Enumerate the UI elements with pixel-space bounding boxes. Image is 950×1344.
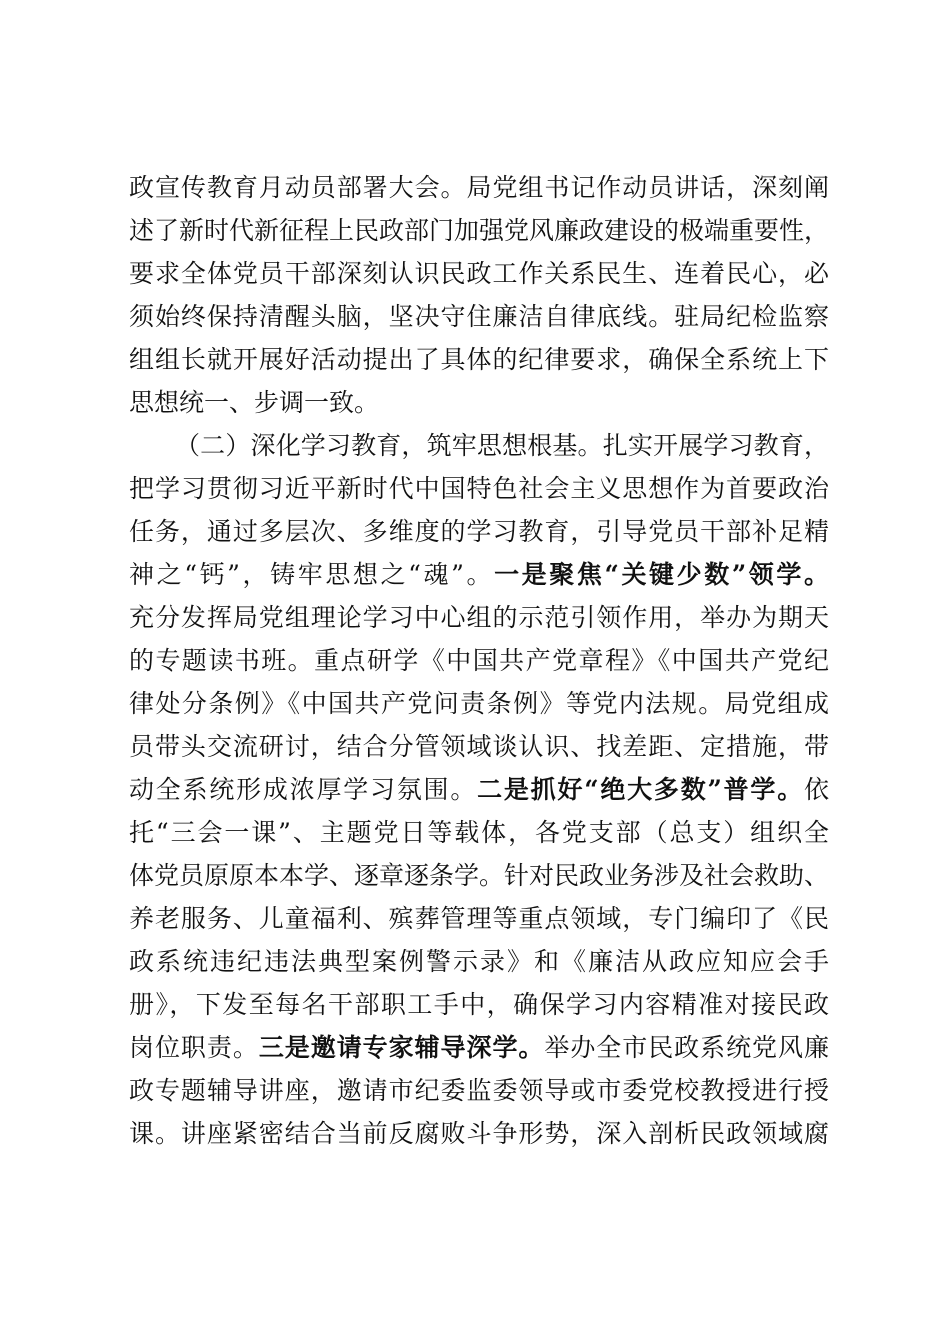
- text-line: 任务，通过多层次、多维度的学习教育，引导党员干部补足精: [129, 517, 829, 546]
- text-line: 岗位职责。三是邀请专家辅导深学。举办全市民政系统党风廉: [129, 1033, 829, 1062]
- text-line: 组组长就开展好活动提出了具体的纪律要求，确保全系统上下: [129, 345, 829, 374]
- text-line: 养老服务、儿童福利、殡葬管理等重点领域，专门编印了《民: [129, 904, 829, 933]
- section-heading-line: （二）深化学习教育，筑牢思想根基。扎实开展学习教育，: [175, 431, 829, 460]
- text-line: 充分发挥局党组理论学习中心组的示范引领作用，举办为期天: [129, 603, 829, 632]
- bold-subheading: 二是抓好“绝大多数”普学。: [477, 775, 804, 804]
- text-line: 神之“钙”，铸牢思想之“魂”。一是聚焦“关键少数”领学。: [129, 560, 829, 589]
- text-line: 政宣传教育月动员部署大会。局党组书记作动员讲话，深刻阐: [129, 173, 829, 202]
- text-line: 员带头交流研讨，结合分管领域谈认识、找差距、定措施，带: [129, 732, 829, 761]
- text-line: 要求全体党员干部深刻认识民政工作关系民生、连着民心，必: [129, 259, 829, 288]
- text-line: 述了新时代新征程上民政部门加强党风廉政建设的极端重要性，: [129, 216, 830, 245]
- text-line: 须始终保持清醒头脑，坚决守住廉洁自律底线。驻局纪检监察: [129, 302, 829, 331]
- text-line: 政专题辅导讲座，邀请市纪委监委领导或市委党校教授进行授: [129, 1076, 829, 1105]
- text-line: 册》，下发至每名干部职工手中，确保学习内容精准对接民政: [129, 990, 829, 1019]
- bold-subheading: 一是聚焦“关键少数”领学。: [494, 560, 829, 589]
- text-line: 托“三会一课”、主题党日等载体，各党支部（总支）组织全: [129, 818, 829, 847]
- text-line: 政系统违纪违法典型案例警示录》和《廉洁从政应知应会手: [129, 947, 829, 976]
- text-line: 律处分条例》《中国共产党问责条例》等党内法规。局党组成: [129, 689, 829, 718]
- text-line: 思想统一、步调一致。: [129, 388, 380, 417]
- bold-subheading: 三是邀请专家辅导深学。: [258, 1033, 545, 1062]
- text-line: 动全系统形成浓厚学习氛围。二是抓好“绝大多数”普学。依: [129, 775, 829, 804]
- text-line: 课。讲座紧密结合当前反腐败斗争形势，深入剖析民政领域腐: [129, 1119, 829, 1148]
- text-line: 的专题读书班。重点研学《中国共产党章程》《中国共产党纪: [129, 646, 829, 675]
- text-line: 把学习贯彻习近平新时代中国特色社会主义思想作为首要政治: [129, 474, 829, 503]
- text-line: 体党员原原本本学、逐章逐条学。针对民政业务涉及社会救助、: [129, 861, 830, 890]
